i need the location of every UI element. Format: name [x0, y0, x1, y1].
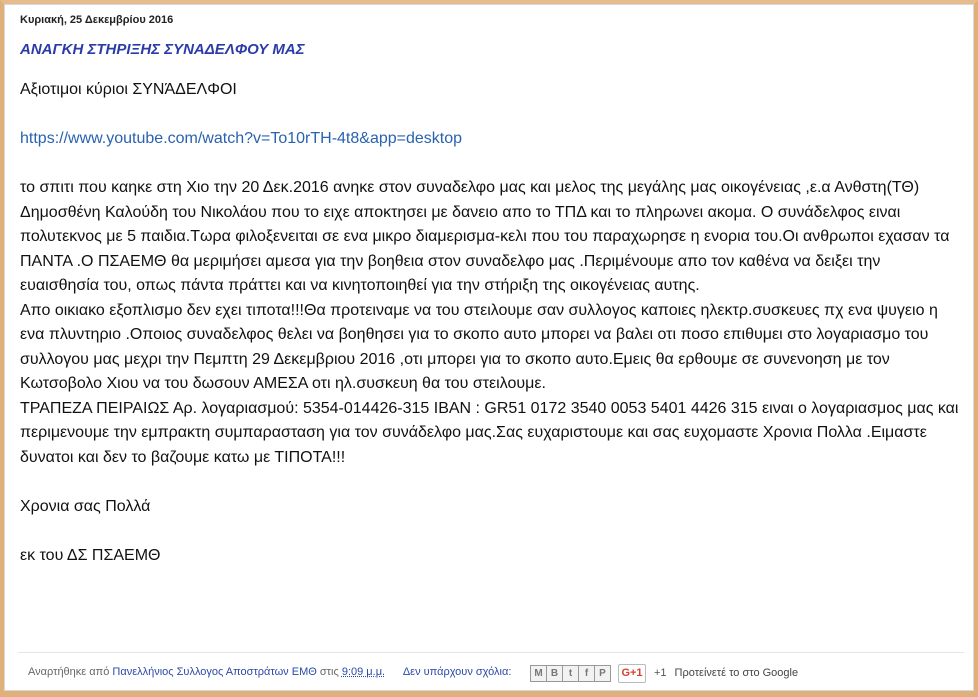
email-icon[interactable]: M — [530, 665, 547, 682]
post-date: Κυριακή, 25 Δεκεμβρίου 2016 — [20, 14, 174, 26]
twitter-icon[interactable]: t — [562, 665, 579, 682]
greeting-text: Αξιοτιμοι κύριοι ΣΥΝΆΔΕΛΦΟΙ — [20, 81, 237, 98]
paragraph-2: Απο οικιακο εξοπλισμο δεν εχει τιποτα!!!Θα προτειναμε να του στειλουμε σαν συλλογος καποιες ηλεκτρ.συσκευες πχ ενα ψυγειο η ενα πλυντηριο .Οποιος συναδελφος θελει να βοηθησει για το σκοπο αυτο μπορει να βαλει οτι ποσο επιθυμει στο λογαριασμο του συλλογου μας μεχρι την Πεμπτη 29 Δεκεμβριου 2016 ,οτι μπορει για το σκοπο αυτο.Εμεις θα ερθουμε σε συνενοηση με τον Κωτσοβολο Χιου να του δωσουν ΑΜΕΣΑ οτι ηλ.συσκευη θα του στειλουμε. — [20, 301, 938, 392]
blogger-icon[interactable]: B — [546, 665, 563, 682]
comments-link[interactable]: Δεν υπάρχουν σχόλια: — [402, 666, 512, 678]
recommend-text: Προτείνετέ το στο Google — [674, 667, 799, 679]
facebook-icon[interactable]: f — [578, 665, 595, 682]
post-footer — [18, 652, 964, 693]
post-title-link[interactable]: ΑΝΑΓΚΗ ΣΤΗΡΙΞΗΣ ΣΥΝΑΔΕΛΦΟΥ ΜΑΣ — [20, 41, 305, 58]
signature-text: εκ του ΔΣ ΠΣΑΕΜΘ — [20, 546, 161, 564]
paragraph-1: το σπιτι που καηκε στη Χιο την 20 Δεκ.2016 ανηκε στον συναδελφο μας και μελος της μεγάλης μας οικογένειας ,ε.α Ανθστη(ΤΘ) Δημοσθένη Καλούδη του Νικολάου που το ειχε αποκτησει με δανειο απο το ΤΠΔ και το πληρωνει ακομα. Ο συνάδελφος ειναι πολυτεκνος με 5 παιδια.Τωρα φιλοξενειται σε ενα μικρο διαμερισμα-κελι που του παραχωρησε η ενορια του.Οι ανθρωποι εχασαν τα ΠΑΝΤΑ .Ο ΠΣΑΕΜΘ θα μεριμήσει αμεσα για την βοηθεια στον συναδελφο μας .Περιμένουμε απο τον καθένα να δειξει την ευαισθησία του, οπως πάντα πράττει και να κινητοποιηθεί για την στήριξη της οικογένειας αυτης. — [20, 179, 950, 294]
post-time-link[interactable]: 9:09 μ.μ. — [341, 666, 386, 678]
plusone-count: +1 — [654, 667, 667, 679]
author-link[interactable]: Πανελλήνιος Συλλογος Αποστράτων ΕΜΘ — [112, 666, 317, 678]
paragraph-3: ΤΡΑΠΕΖΑ ΠΕΙΡΑΙΩΣ Αρ. λογαριασμού: 5354-014426-315 IBAN : GR51 0172 3540 0053 5401 4426 315 ειναι ο λογαριασμος μας και περιμενουμε την εμπρακτη συμπαρασταση για τον συνάδελφο μας.Σας ευχαριστουμε και σας ευχομαστε Χρονια Πολλα .Ειμαστε δυνατοι και δεν το βαζουμε κατω με ΤΙΠΟΤΑ!!! — [20, 399, 959, 466]
post-meta — [28, 666, 511, 678]
post-body — [20, 78, 960, 568]
share-buttons — [531, 663, 798, 683]
at-label: στις — [319, 666, 339, 678]
google-plus-button[interactable]: G+1 — [618, 664, 646, 683]
closing-text: Χρονια σας Πολλά — [20, 497, 151, 515]
pinterest-icon[interactable]: P — [594, 665, 611, 682]
posted-by-label: Αναρτήθηκε από — [28, 666, 110, 678]
youtube-link[interactable]: https://www.youtube.com/watch?v=To10rTH-4t8&app=desktop — [20, 130, 463, 147]
